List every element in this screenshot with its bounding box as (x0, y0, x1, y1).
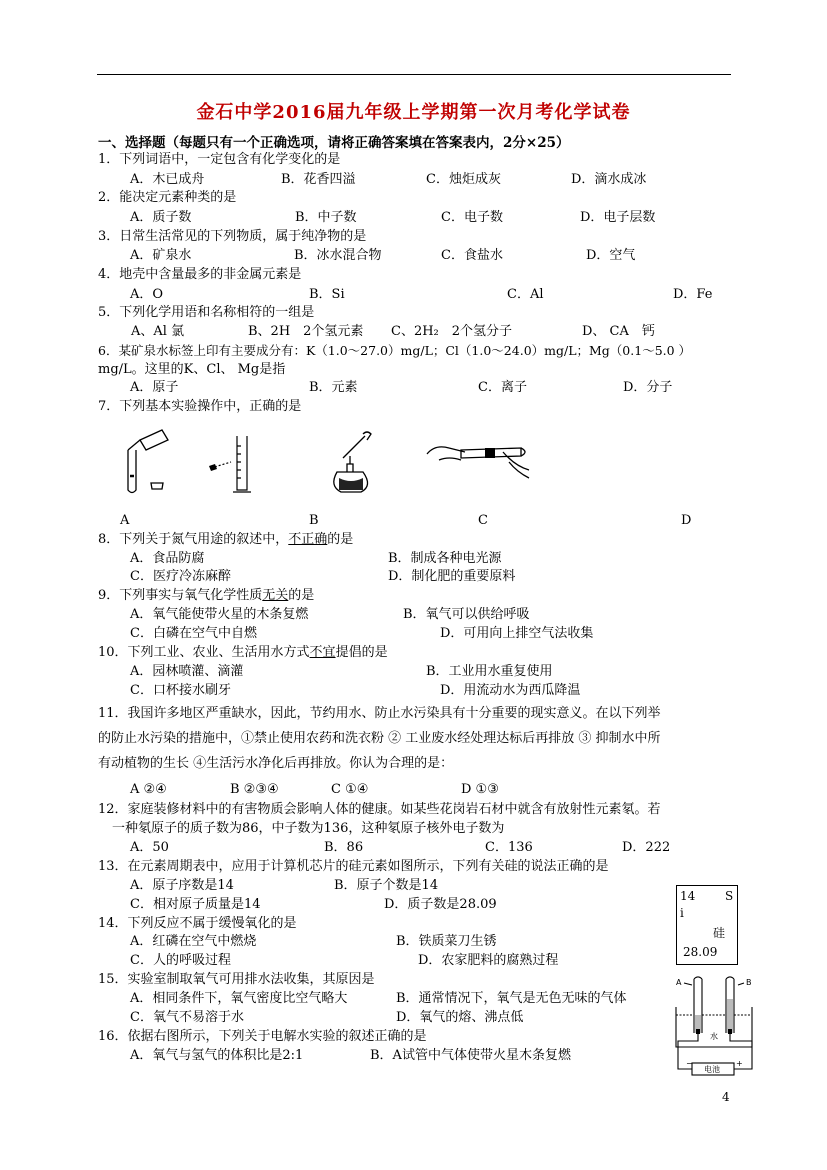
q8-option-a: A．食品防腐 (130, 551, 205, 566)
q1-option-b: B．花香四溢 (281, 172, 356, 187)
question-11-line-2: 的防止水污染的措施中，①禁止使用农药和洗衣粉 ② 工业废水经处理达标后再排放 ③ 抑制水中所 (98, 731, 661, 746)
electrolysis-apparatus-figure (672, 975, 758, 1079)
exam-title: 金石中学2016届九年级上学期第一次月考化学试卷 (196, 102, 631, 123)
q15-option-c: C．氧气不易溶于水 (130, 1010, 244, 1025)
question-2: 2．能决定元素种类的是 (98, 190, 237, 205)
q6-option-a: A．原子 (130, 380, 179, 395)
q11-option-a: A ②④ (130, 782, 167, 797)
question-12-line-1: 12．家庭装修材料中的有害物质会影响人体的健康。如某些花岗岩石材中就含有放射性元素氡。若 (98, 802, 661, 817)
q14-option-a: A．红磷在空气中燃烧 (130, 934, 257, 949)
q16-option-a: A．氧气与氢气的体积比是2:1 (130, 1048, 304, 1063)
q7-label-c: C (478, 513, 488, 528)
section-heading: 一、选择题（每题只有一个正确选项，请将正确答案填在答案表内，2分×25） (98, 135, 570, 151)
q4-option-b: B．Si (309, 287, 345, 302)
q9-option-c: C．白磷在空气中自燃 (130, 626, 257, 641)
q8-option-b: B．制成各种电光源 (388, 551, 502, 566)
q10-text-1: 10．下列工业、农业、生活用水方式 (98, 645, 310, 660)
question-11-line-1: 11．我国许多地区严重缺水，因此，节约用水、防止水污染具有十分重要的现实意义。在以下列举 (98, 706, 661, 721)
q5-option-c: C、2H₂ 2个氢分子 (391, 324, 513, 339)
figure-pouring-liquid (118, 428, 178, 496)
q9-text-2: 的是 (288, 588, 315, 603)
q13-option-a: A．原子序数是14 (130, 878, 234, 893)
q8-option-c: C．医疗冷冻麻醉 (130, 569, 231, 584)
q2-option-c: C．电子数 (441, 210, 503, 225)
q8-text-1: 8．下列关于氮气用途的叙述中， (98, 532, 289, 547)
q1-option-a: A．木已成舟 (130, 172, 205, 187)
q4-option-c: C．Al (507, 287, 544, 302)
q2-option-d: D．电子层数 (580, 210, 656, 225)
question-3: 3．日常生活常见的下列物质，属于纯净物的是 (98, 229, 367, 244)
label-b: B (746, 978, 752, 987)
q11-option-b: B ②③④ (230, 782, 279, 797)
header-rule (97, 74, 731, 75)
q15-option-b: B．通常情况下，氧气是无色无味的气体 (396, 991, 627, 1006)
q12-option-b: B．86 (324, 840, 364, 855)
question-6-line-1: 6．某矿泉水标签上印有主要成分有：K（1.0～27.0）mg/L；Cl（1.0～24.0）mg/L；Mg（0.1～5.0 ） (98, 343, 692, 358)
element-mass: 28.09 (683, 945, 718, 959)
q10-underlined: 不宜 (309, 645, 336, 660)
q1-option-c: C．烛炬成灰 (426, 172, 501, 187)
q2-option-a: A．质子数 (130, 210, 192, 225)
label-a: A (676, 978, 682, 987)
q6-option-c: C．离子 (478, 380, 527, 395)
q10-text-2: 提倡的是 (335, 645, 388, 660)
q9-option-a: A．氧气能使带火星的木条复燃 (130, 607, 309, 622)
q4-option-d: D．Fe (673, 287, 713, 302)
q4-option-a: A．O (130, 287, 164, 302)
question-15: 15．实验室制取氧气可用排水法收集，其原因是 (98, 972, 375, 987)
element-symbol-2: i (680, 906, 684, 920)
q7-label-a: A (120, 513, 130, 528)
element-name: 硅 (713, 926, 726, 940)
q5-option-d: D、 CA 钙 (582, 324, 655, 339)
q5-option-a: A、Al 氯 (131, 324, 185, 339)
q3-option-d: D．空气 (586, 248, 636, 263)
figure-heating-tube (425, 430, 533, 482)
q12-option-c: C．136 (485, 840, 533, 855)
q2-option-b: B．中子数 (295, 210, 357, 225)
q9-text-1: 9．下列事实与氧气化学性质 (98, 588, 263, 603)
question-7: 7．下列基本实验操作中，正确的是 (98, 399, 302, 414)
q16-option-b: B．A试管中气体使带火星木条复燃 (370, 1048, 571, 1063)
q10-option-d: D．用流动水为西瓜降温 (440, 683, 581, 698)
q9-option-b: B．氧气可以供给呼吸 (403, 607, 530, 622)
question-6-line-2: mg/L。这里的K、Cl、 Mg是指 (98, 362, 286, 377)
q12-option-d: D．222 (622, 840, 671, 855)
q6-option-b: B．元素 (309, 380, 358, 395)
q9-underlined: 无关 (262, 588, 289, 603)
q10-option-c: C．口杯接水刷牙 (130, 683, 231, 698)
q13-option-c: C．相对原子质量是14 (130, 897, 261, 912)
figure-lighting-lamp (323, 428, 385, 496)
q7-label-b: B (309, 513, 319, 528)
label-water: 水 (710, 1032, 718, 1041)
q3-option-a: A．矿泉水 (130, 248, 192, 263)
q5-option-b: B、2H 2个氢元素 (248, 324, 364, 339)
question-10 (98, 645, 388, 661)
q8-option-d: D．制化肥的重要原料 (388, 569, 516, 584)
q13-option-d: D．质子数是28.09 (384, 897, 497, 912)
question-16: 16．依据右图所示，下列关于电解水实验的叙述正确的是 (98, 1029, 427, 1044)
question-11-line-3: 有动植物的生长 ④生活污水净化后再排放。你认为合理的是： (98, 756, 454, 771)
silicon-element-card (676, 885, 738, 965)
q14-option-c: C．人的呼吸过程 (130, 953, 231, 968)
label-plus: + (736, 1059, 743, 1068)
q6-option-d: D．分子 (623, 380, 673, 395)
question-8 (98, 532, 353, 548)
q3-option-b: B．冰水混合物 (294, 248, 382, 263)
q14-option-d: D．农家肥料的腐熟过程 (418, 953, 559, 968)
page-number: 4 (722, 1090, 730, 1104)
q9-option-d: D．可用向上排空气法收集 (440, 626, 594, 641)
question-12-line-2: 一种氡原子的质子数为86，中子数为136，这种氡原子核外电子数为 (112, 821, 505, 836)
q14-option-b: B．铁质菜刀生锈 (396, 934, 497, 949)
question-13: 13．在元素周期表中，应用于计算机芯片的硅元素如图所示，下列有关硅的说法正确的是 (98, 859, 609, 874)
q15-option-d: D．氧气的熔、沸点低 (396, 1010, 524, 1025)
question-5: 5．下列化学用语和名称相符的一组是 (98, 305, 315, 320)
q12-option-a: A．50 (130, 840, 169, 855)
q3-option-c: C．食盐水 (441, 248, 503, 263)
q11-option-d: D ①③ (461, 782, 499, 797)
q10-option-b: B．工业用水重复使用 (426, 664, 553, 679)
question-4: 4．地壳中含量最多的非金属元素是 (98, 267, 302, 282)
q11-option-c: C ①④ (331, 782, 369, 797)
q8-text-2: 的是 (327, 532, 354, 547)
q10-option-a: A．园林喷灌、滴灌 (130, 664, 244, 679)
element-number: 14 (680, 889, 696, 903)
element-symbol-1: S (725, 889, 734, 903)
q7-label-d: D (681, 513, 692, 528)
q15-option-a: A．相同条件下，氧气密度比空气略大 (130, 991, 348, 1006)
question-1: 1．下列词语中，一定包含有化学变化的是 (98, 152, 341, 167)
q1-option-d: D．滴水成冰 (571, 172, 647, 187)
question-9 (98, 588, 314, 604)
question-14: 14．下列反应不属于缓慢氧化的是 (98, 916, 297, 931)
figure-reading-cylinder (205, 434, 260, 494)
q8-underlined: 不正确 (288, 532, 328, 547)
label-battery: 电池 (704, 1065, 720, 1074)
q13-option-b: B．原子个数是14 (334, 878, 439, 893)
label-minus: − (686, 1059, 693, 1068)
